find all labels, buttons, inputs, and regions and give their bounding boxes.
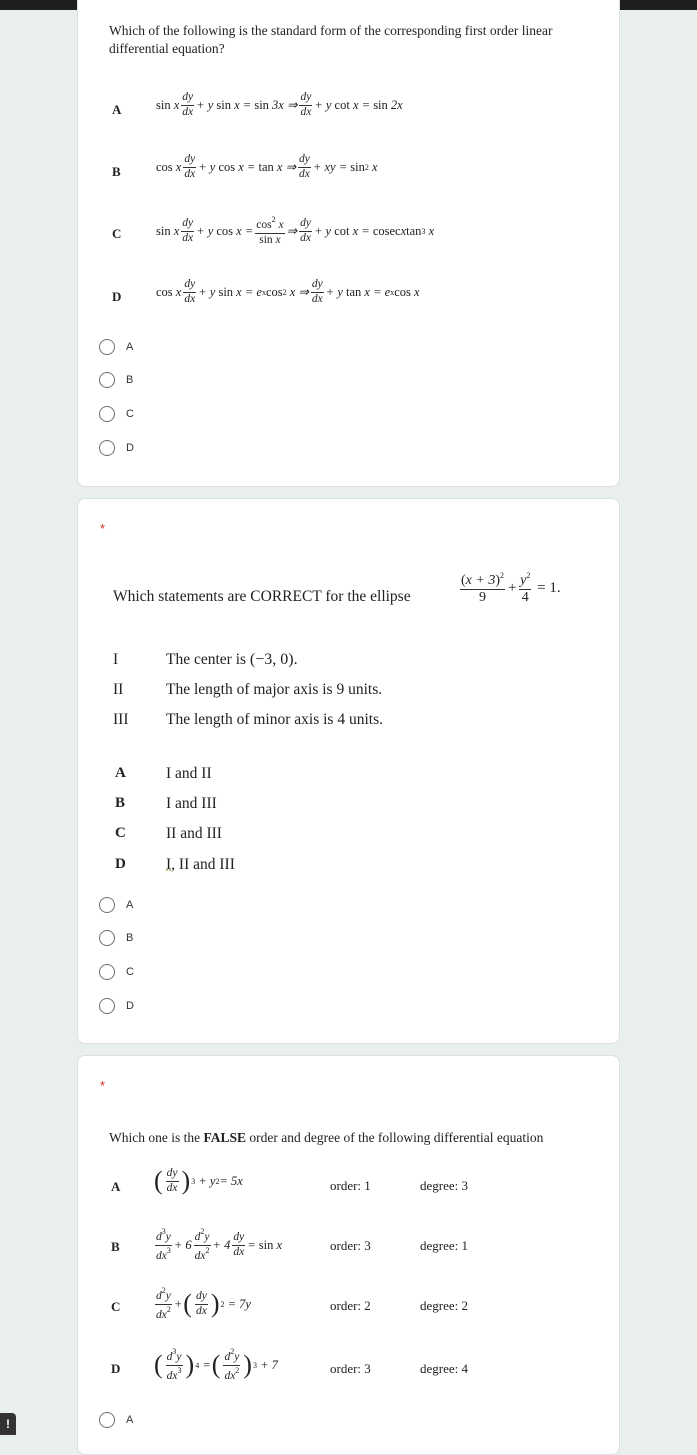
- question-text-pre: Which one is the: [109, 1130, 204, 1145]
- option-letter-a: A: [112, 102, 122, 117]
- option-text-d-first: I: [166, 856, 172, 873]
- radio-option-b[interactable]: [99, 930, 115, 946]
- question-card-1: [77, 0, 620, 487]
- question-card-2: [77, 498, 620, 1044]
- ellipse-question-text: [113, 588, 411, 606]
- question-card-3: [77, 1055, 620, 1455]
- option-letter-b: B: [115, 795, 126, 811]
- equation-a: ( $\frac{dy}{dx}$ ) 3 + y 2 = 5x: [154, 1166, 243, 1195]
- radio-option-b[interactable]: [99, 372, 115, 388]
- degree-c: degree: 2: [420, 1298, 469, 1313]
- option-letter-d: D: [112, 289, 122, 304]
- option-letter-c: C: [111, 1299, 121, 1314]
- required-asterisk: *: [100, 1078, 106, 1093]
- statement-text-1: [166, 651, 298, 669]
- statement-1-label: The center is: [166, 651, 247, 668]
- equation-d: cos x $\frac{dy}{dx}$ + y sin x = e x cos 2 x ⇒ $\frac{dy}{dx}$ + y tan x = e x cos x: [156, 278, 420, 305]
- option-letter-b: B: [112, 164, 121, 179]
- statement-text-3: The length of minor axis is 4 units.: [166, 711, 383, 728]
- order-a: order: 1: [330, 1178, 371, 1193]
- option-letter-a: A: [115, 765, 126, 781]
- option-text-a: I and II: [166, 765, 212, 782]
- degree-d: degree: 4: [420, 1361, 469, 1376]
- radio-label-d: D: [126, 1000, 134, 1012]
- option-letter-d: D: [111, 1361, 121, 1376]
- option-text-c: II and III: [166, 825, 222, 842]
- option-text-d: [166, 856, 235, 874]
- option-text-d-rest: , II and III: [171, 856, 235, 873]
- radio-option-c[interactable]: [99, 964, 115, 980]
- radio-option-a[interactable]: [99, 897, 115, 913]
- option-letter-c: C: [115, 825, 126, 841]
- report-flag-icon[interactable]: !: [0, 1413, 16, 1435]
- question-text: Which statements are CORRECT for the ellipse: [113, 588, 411, 605]
- order-b: order: 3: [330, 1238, 371, 1253]
- question-text-post: order and degree of the following differential equation: [246, 1130, 544, 1145]
- radio-label-b: B: [126, 932, 134, 944]
- equation-c: $\frac{d^2y}{dx^2}$ + ( $\frac{dy}{dx}$ ) 2 = 7y: [156, 1286, 251, 1321]
- radio-label-d: D: [126, 442, 134, 454]
- radio-label-a: A: [126, 341, 134, 353]
- order-c: order: 2: [330, 1298, 371, 1313]
- equation-d: ( $\frac{d^3y}{dx^3}$ ) 4 = ( $\frac{d^2y}{dx^2}$ ) 3 + 7: [154, 1347, 278, 1382]
- question-text-bold: FALSE: [203, 1130, 246, 1145]
- radio-label-a: A: [126, 899, 134, 911]
- required-asterisk: *: [100, 521, 106, 536]
- center-value: (−3, 0).: [249, 651, 298, 668]
- statement-text-2: The length of major axis is 9 units.: [166, 681, 383, 698]
- radio-label-c: C: [126, 966, 134, 978]
- radio-option-c[interactable]: [99, 406, 115, 422]
- statement-num-2: II: [113, 681, 124, 698]
- degree-b: degree: 1: [420, 1238, 469, 1253]
- radio-option-d[interactable]: [99, 440, 115, 456]
- question-text: [109, 1129, 543, 1147]
- order-d: order: 3: [330, 1361, 371, 1376]
- statement-num-3: III: [113, 711, 129, 728]
- option-text-b: I and III: [166, 795, 217, 812]
- radio-option-a[interactable]: [99, 1412, 115, 1428]
- radio-label-a: A: [126, 1414, 134, 1426]
- option-letter-c: C: [112, 226, 122, 241]
- equation-b: cos x $\frac{dy}{dx}$ + y cos x = tan x ⇒ $\frac{dy}{dx}$ + xy = sin 2 x: [156, 153, 378, 180]
- radio-label-b: B: [126, 374, 134, 386]
- option-letter-b: B: [111, 1239, 120, 1254]
- question-text: Which of the following is the standard form of the corresponding first order linear differential equation?: [109, 23, 553, 56]
- radio-label-c: C: [126, 408, 134, 420]
- degree-a: degree: 3: [420, 1178, 469, 1193]
- equation-b: $\frac{d^3y}{dx^3}$ + 6 $\frac{d^2y}{dx^2}$ + 4 $\frac{dy}{dx}$ = sin x: [156, 1227, 283, 1262]
- radio-option-d[interactable]: [99, 998, 115, 1014]
- ellipse-equation: $\frac{(x + 3)^2}{9}$ + $\frac{y^2}{4}$ = 1.: [461, 571, 561, 605]
- statement-num-1: I: [113, 651, 119, 668]
- option-letter-a: A: [111, 1179, 121, 1194]
- equation-a: sin x $\frac{dy}{dx}$ + y sin x = sin 3x ⇒ $\frac{dy}{dx}$ + y cot x = sin 2x: [156, 91, 403, 118]
- equation-c: sin x $\frac{dy}{dx}$ + y cos x = $\frac{\cos^2 x}{\text{sin x}}$ ⇒ $\frac{dy}{dx}$ + y cot x = cosec x tan 3 x: [156, 215, 435, 246]
- option-letter-d: D: [115, 856, 126, 872]
- radio-option-a[interactable]: [99, 339, 115, 355]
